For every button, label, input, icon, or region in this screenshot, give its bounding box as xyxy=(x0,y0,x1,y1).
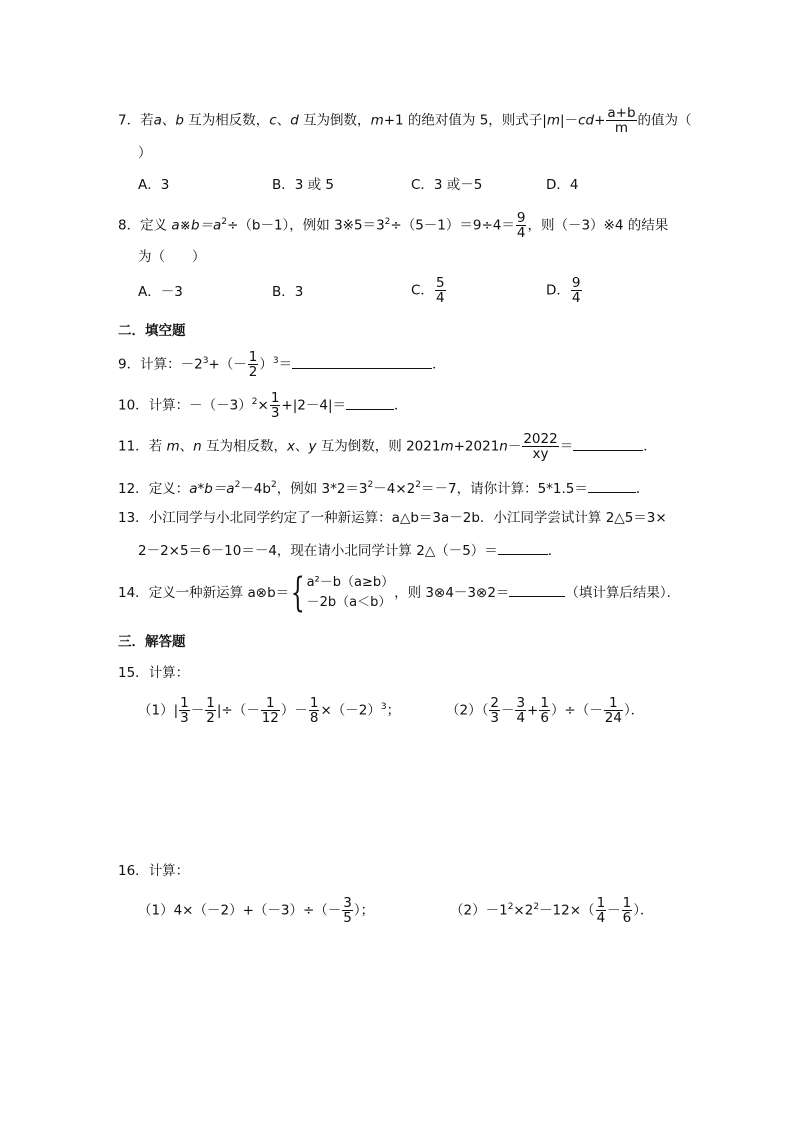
fraction: $\frac{9}{4}$ xyxy=(571,275,581,306)
left-brace: { xyxy=(290,570,305,616)
option-a[interactable]: A．－3 xyxy=(138,284,183,300)
fraction: $\frac{2022}{xy}$ xyxy=(523,431,558,462)
answer-blank[interactable] xyxy=(588,478,636,493)
fraction: $\frac{1}{6}$ xyxy=(540,695,549,726)
option-d[interactable]: D． $\frac{9}{4}$ xyxy=(546,275,581,306)
question-16-part1: （1）4×（－2）+（－3）÷（－ $\frac{3}{5}$ ）； xyxy=(138,895,375,926)
question-15-part1: （1）| $\frac{1}{3}$ － $\frac{1}{2}$ |÷（－ $\frac{1}{12}$ ）－ $\frac{1}{8}$ $\times(-2)^3$； xyxy=(138,695,401,726)
option-b[interactable]: B．3 或 5 xyxy=(272,177,335,193)
question-15: 15．计算： xyxy=(118,665,190,681)
question-13-line2: 2－2×5＝6－10＝－4，现在请小北同学计算 2△（－5）＝ ． xyxy=(138,540,561,560)
answer-blank[interactable] xyxy=(573,436,643,451)
question-number: 13． xyxy=(118,510,149,526)
answer-blank[interactable] xyxy=(346,395,394,410)
question-number: 10． xyxy=(118,397,149,414)
fraction: $\frac{1}{3}$ xyxy=(180,695,189,726)
question-14: 14．定义一种新运算 a⊗b＝{ a²－b（a≥b） －2b（a＜b） ，则 3⊗4－3⊗2＝ （填计算后结果）． xyxy=(118,570,681,616)
answer-blank[interactable] xyxy=(509,582,565,597)
question-number: 8． xyxy=(118,217,141,234)
fraction: $\frac{1}{6}$ xyxy=(622,895,632,926)
fraction: $\frac{1}{2}$ xyxy=(206,695,215,726)
answer-blank[interactable] xyxy=(498,540,548,555)
answer-blank[interactable] xyxy=(292,354,432,369)
section-title-solutions: 三．解答题 xyxy=(118,634,186,650)
fraction: $\frac{a+b}{m}$ xyxy=(607,105,636,136)
question-10: 10．计算：$-(-3)^2\times$ $\frac{1}{3}$ +|2－4|＝ ． xyxy=(118,390,408,421)
question-8-line2: 为（ ） xyxy=(138,249,206,265)
question-number: 14． xyxy=(118,585,149,601)
question-13-line1: 13．小江同学与小北同学约定了一种新运算：a△b＝3a－2b．小江同学尝试计算 2△5＝3× xyxy=(118,510,667,526)
fraction: $\frac{1}{3}$ xyxy=(270,390,280,421)
option-c[interactable]: C．3 或－5 xyxy=(411,177,483,193)
question-12: 12．定义：$a*b=a^2-4b^2$，例如 $3*2=3^2-4\times 2^2=-7$，请你计算：5*1.5＝ ． xyxy=(118,480,650,497)
question-number: 16． xyxy=(118,863,149,879)
fraction: $\frac{1}{8}$ xyxy=(309,695,319,726)
piecewise-cases: a²－b（a≥b） －2b（a＜b） xyxy=(306,575,395,610)
fraction: $\frac{9}{4}$ xyxy=(516,210,526,241)
fraction: $\frac{3}{5}$ xyxy=(343,895,352,926)
question-11: 11．若 m、n 互为相反数，x、y 互为倒数，则 2021m+2021n－ $\frac{2022}{xy}$ ＝ ． xyxy=(118,431,657,462)
question-7-line2: ） xyxy=(138,145,152,161)
fraction: $\frac{1}{4}$ xyxy=(596,895,606,926)
option-a[interactable]: A．3 xyxy=(138,177,170,193)
fraction: $\frac{1}{2}$ xyxy=(248,349,258,380)
question-9: 9．计算：$-2^3+(-$ $\frac{1}{2}$ ）$^3$＝ ． xyxy=(118,349,446,380)
question-number: 9． xyxy=(118,356,141,373)
option-c[interactable]: C． $\frac{5}{4}$ xyxy=(411,275,445,306)
fraction: $\frac{1}{24}$ xyxy=(604,695,622,726)
fraction: $\frac{3}{4}$ xyxy=(516,695,526,726)
question-16-part2: $(2)-1^2\times 2^2-12\times$（ $\frac{1}{4}$ － $\frac{1}{6}$ ）． xyxy=(450,895,654,926)
fraction: $\frac{2}{3}$ xyxy=(490,695,499,726)
question-16: 16．计算： xyxy=(118,863,190,879)
section-title-fill-in: 二．填空题 xyxy=(118,323,186,339)
question-15-part2: （2）（ $\frac{2}{3}$ － $\frac{3}{4}$ + $\frac{1}{6}$ ）÷（－ $\frac{1}{24}$ ）． xyxy=(446,695,645,726)
question-7-line1: 7．若a、b 互为相反数，c、d 互为倒数，m+1 的绝对值为 5，则式子|m|－cd+ $\frac{a+b}{m}$ 的值为（ xyxy=(118,105,692,136)
fraction: $\frac{1}{12}$ xyxy=(261,695,279,726)
question-8-line1: 8．定义 $a※b=a^2\div(b-1)$，例如 $3※5=3^2\div(5-1)=9\div 4=$ $\frac{9}{4}$ ，则（－3）※4 的结果 xyxy=(118,210,669,241)
fraction: $\frac{5}{4}$ xyxy=(435,275,445,306)
question-number: 7． xyxy=(118,112,141,129)
question-number: 15． xyxy=(118,665,149,681)
question-number: 12． xyxy=(118,481,149,497)
question-number: 11． xyxy=(118,438,149,455)
option-d[interactable]: D．4 xyxy=(546,177,579,193)
option-b[interactable]: B．3 xyxy=(272,284,304,300)
